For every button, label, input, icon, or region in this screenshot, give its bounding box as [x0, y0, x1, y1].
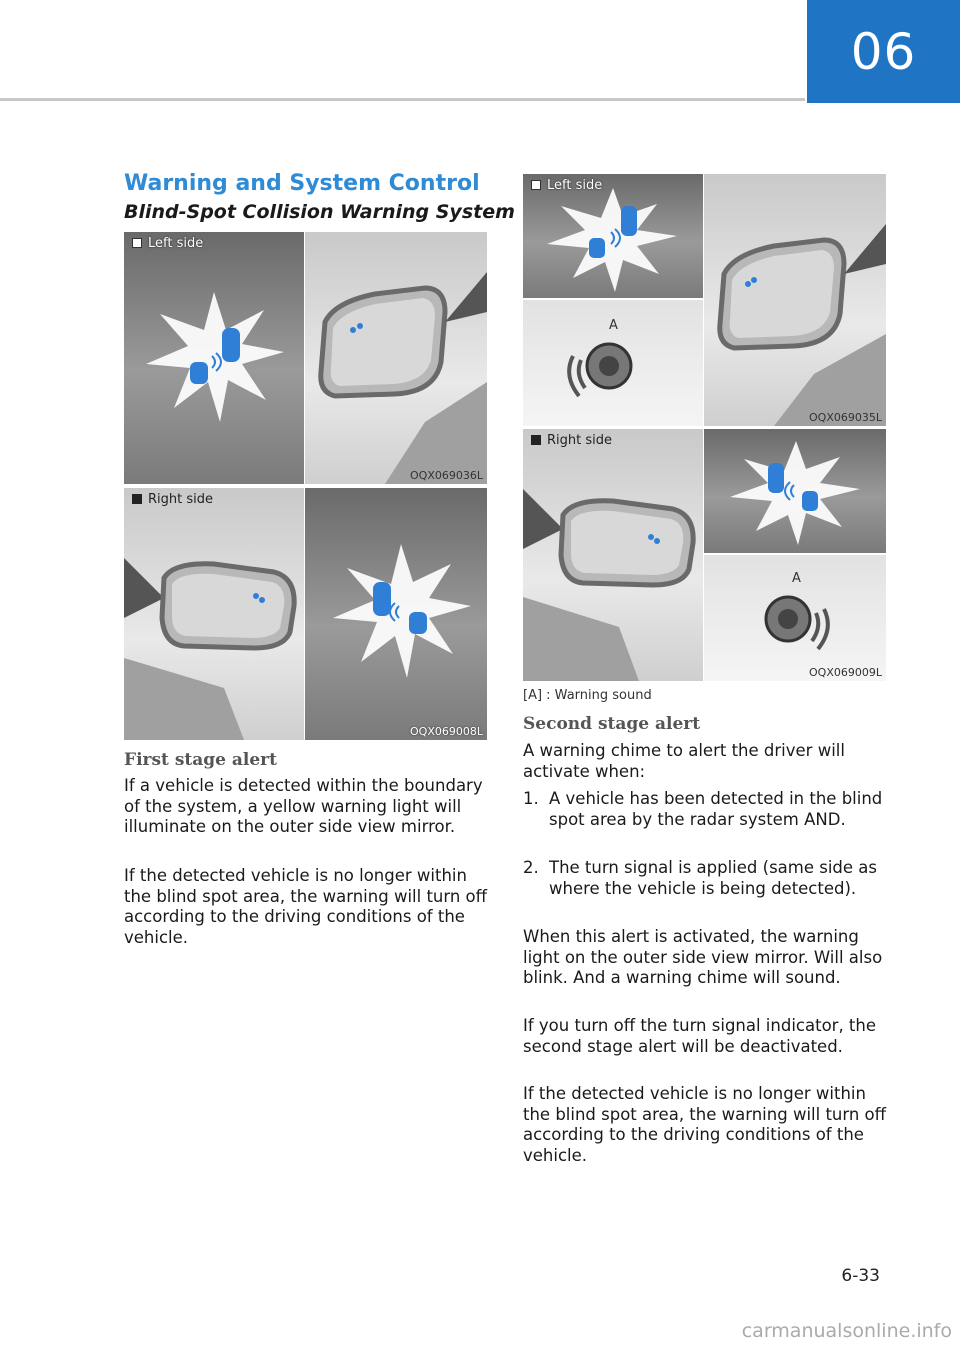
page-number: 6-33 — [841, 1266, 880, 1286]
second-stage-paragraph-1: When this alert is activated, the warning light on the outer side view mirror. Will also blink. And a warning chime will sound. — [523, 927, 883, 987]
speaker-panel — [523, 300, 703, 426]
list-item — [523, 858, 889, 920]
car-icon — [802, 491, 818, 511]
car-icon — [768, 463, 784, 493]
car-icon — [190, 362, 208, 384]
figure-label: Left side — [531, 178, 602, 193]
mirror-panel — [523, 429, 703, 681]
second-stage-paragraph-3: If the detected vehicle is no longer within the blind spot area, the warning will turn off according to the driving conditions of the vehicle. — [523, 1084, 887, 1165]
figure-code: OQX069009L — [809, 666, 882, 679]
car-icon — [222, 328, 240, 362]
second-stage-heading: Second stage alert — [523, 714, 701, 734]
burst-shape — [146, 292, 284, 422]
car-icon — [621, 206, 637, 236]
burst-shape — [730, 441, 860, 545]
mirror-panel — [124, 488, 304, 740]
list-item — [523, 789, 889, 851]
figure-code: OQX069008L — [410, 725, 483, 738]
second-stage-intro: A warning chime to alert the driver will activate when: — [523, 741, 845, 781]
figure-code: OQX069035L — [809, 411, 882, 424]
figure-right-side-first-stage — [124, 488, 487, 740]
figure-label: Right side — [531, 433, 612, 448]
chapter-tab: 06 — [807, 0, 960, 103]
first-stage-paragraph-2: If the detected vehicle is no longer within the blind spot area, the warning will turn off according to the driving conditions of the vehicle. — [124, 866, 488, 947]
car-icon — [373, 582, 391, 616]
sub-title: Blind-Spot Collision Warning System — [124, 201, 515, 223]
radar-alert-panel — [704, 429, 886, 553]
first-stage-heading: First stage alert — [124, 750, 277, 770]
burst-shape — [333, 544, 471, 678]
car-icon — [409, 612, 427, 634]
figure-label: Right side — [132, 492, 213, 507]
header-rule — [0, 98, 805, 101]
warning-light-icon — [350, 327, 356, 333]
figure-left-side-first-stage — [124, 232, 487, 484]
list-item-text: A vehicle has been detected in the blind spot area by the radar system AND. — [549, 789, 883, 829]
figure-left-side-second-stage — [523, 174, 886, 426]
figure-label: Left side — [132, 236, 203, 251]
warning-light-icon — [745, 281, 751, 287]
radar-alert-panel — [124, 232, 304, 484]
warning-light-icon — [648, 534, 654, 540]
burst-shape — [547, 188, 677, 292]
speaker-panel — [704, 555, 886, 681]
list-item-number: 2. — [523, 858, 539, 877]
car-icon — [589, 238, 605, 258]
figure-code: OQX069036L — [410, 469, 483, 482]
watermark: carmanualsonline.info — [741, 1320, 952, 1342]
speaker-label: A — [609, 318, 618, 333]
speaker-label: A — [792, 571, 801, 586]
warning-sound-caption: [A] : Warning sound — [523, 688, 652, 703]
warning-light-icon — [253, 593, 259, 599]
second-stage-paragraph-2: If you turn off the turn signal indicator, the second stage alert will be deactivated. — [523, 1016, 877, 1056]
radar-alert-panel — [305, 488, 487, 740]
section-title: Warning and System Control — [124, 171, 480, 196]
list-item-text: The turn signal is applied (same side as where the vehicle is being detected). — [549, 858, 878, 898]
first-stage-paragraph-1: If a vehicle is detected within the boundary of the system, a yellow warning light will illuminate on the outer side view mirror. — [124, 776, 483, 836]
mirror-panel — [704, 174, 886, 426]
mirror-panel — [305, 232, 487, 484]
list-item-number: 1. — [523, 789, 539, 808]
figure-right-side-second-stage — [523, 429, 886, 681]
